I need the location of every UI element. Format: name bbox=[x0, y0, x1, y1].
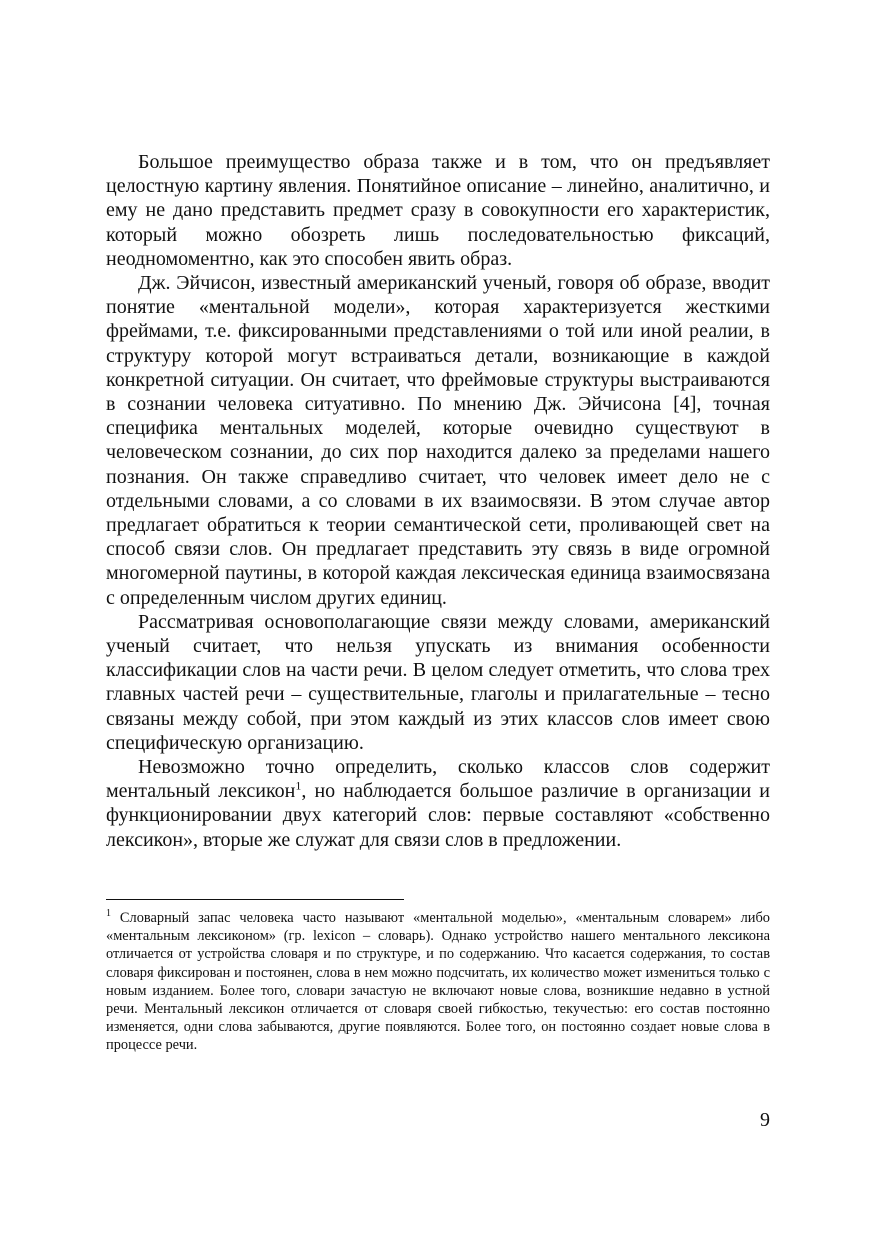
paragraph-word-connections: Рассматривая основополагающие связи между словами, американский ученый считает, что нельзя упускать из внимания особенности классификации слов на части речи. В целом следует отметить, что слова трех главных частей речи – существительные, глаголы и прилагательные – тесно связаны между собой, при этом каждый из этих классов слов имеет свою специфическую организацию. bbox=[106, 610, 770, 754]
footnote-divider bbox=[106, 899, 404, 900]
footnote-reference[interactable]: 1 bbox=[295, 778, 302, 793]
paragraph-text-before-ref: Невозможно точно определить, сколько классов слов содержит ментальный лексикон bbox=[106, 756, 770, 803]
paragraph-aitchison-mental-model: Дж. Эйчисон, известный американский ученый, говоря об образе, вводит понятие «ментальной модели», которая характеризуется жесткими фреймами, т.е. фиксированными представлениями о той или иной реалии, в структуру которой могут встраиваться детали, возникающие в каждой конкретной ситуации. Он считает, что фреймовые структуры выстраиваются в сознании человека ситуативно. По мнению Дж. Эйчисона [4], точная специфика ментальных моделей, которые очевидно существуют в человеческом сознании, до сих пор находится далеко за пределами нашего познания. Он также справедливо считает, что человек имеет дело не с отдельными словами, а со словами в их взаимосвязи. В этом случае автор предлагает обратиться к теории семантической сети, проливающей свет на способ связи слов. Он предлагает представить эту связь в виде огромной многомерной паутины, в которой каждая лексическая единица взаимосвязана с определенным числом других единиц. bbox=[106, 272, 770, 609]
page-number: 9 bbox=[760, 1109, 770, 1131]
paragraph-mental-lexicon bbox=[106, 755, 770, 852]
footnote-text: Словарный запас человека часто называют «ментальной моделью», «ментальным словарем» либо «ментальным лексиконом» (гр. lexicon – словарь). Однако устройство нашего ментального лексикона отличается от устройства словаря и по структуре, и по содержанию. Что касается содержания, то состав словаря фиксирован и постоянен, слова в нем можно подсчитать, их количество может измениться только с новым изданием. Более того, словари зачастую не включают новые слова, возникшие недавно в устной речи. Ментальный лексикон отличается от словаря своей гибкостью, текучестью: его состав постоянно изменяется, одни слова забываются, другие появляются. Более того, он постоянно создает новые слова в процессе речи. bbox=[106, 910, 770, 1054]
main-text bbox=[106, 150, 770, 852]
footnote bbox=[106, 909, 770, 1055]
paragraph-text-after-ref: , но наблюдается большое различие в организации и функционировании двух категорий слов: первые составляют «собственно лексикон», вторые же служат для связи слов в предложении. bbox=[106, 780, 771, 851]
footnote-mark: 1 bbox=[106, 908, 111, 920]
paragraph-image-advantage: Большое преимущество образа также и в том, что он предъявляет целостную картину явления. Понятийное описание – линейно, аналитично, и ему не дано представить предмет сразу в совокупности его характеристик, который можно обозреть лишь последовательностью фиксаций, неодномоментно, как это способен явить образ. bbox=[106, 151, 770, 270]
